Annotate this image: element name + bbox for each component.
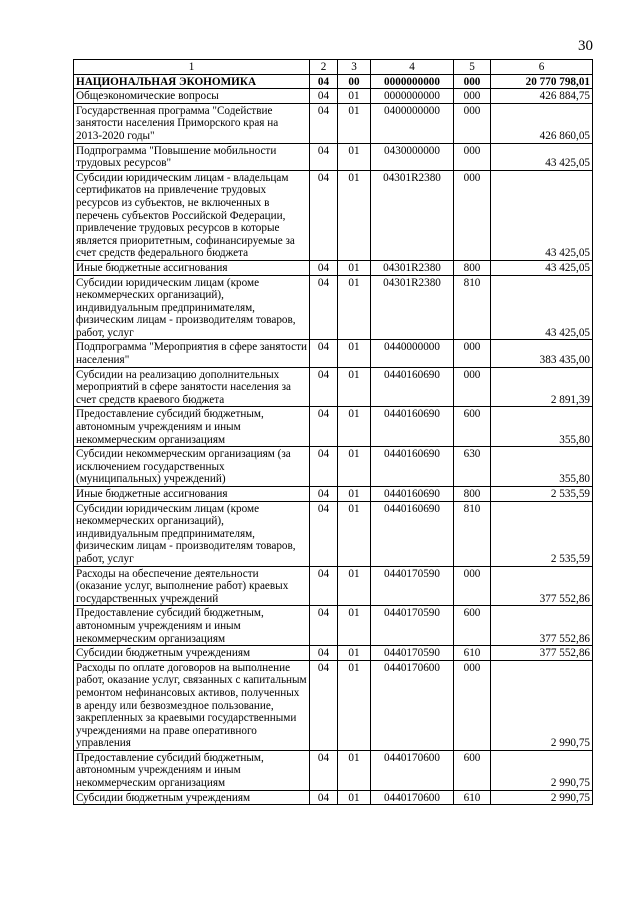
row-expense-type-cell: 000 [454, 660, 491, 750]
row-expense-type-cell: 600 [454, 606, 491, 646]
row-expense-type-cell: 000 [454, 170, 491, 260]
row-target-code-cell: 0440170600 [371, 790, 454, 805]
row-section-cell: 04 [310, 275, 338, 340]
row-name-cell: Расходы по оплате договоров на выполнение работ, оказание услуг, связанных с капитальным ремонтом нефинансовых активов, полученных в аренду или безвозмездное пользование, закрепленных за краевыми государственными учреждениями на праве оперативного управления [74, 660, 310, 750]
row-amount-cell: 2 891,39 [491, 367, 593, 407]
row-name-cell: Субсидии на реализацию дополнительных мероприятий в сфере занятости населения за счет средств краевого бюджета [74, 367, 310, 407]
header-cell-3: 3 [338, 60, 371, 75]
table-row [74, 103, 593, 143]
row-section-cell: 04 [310, 447, 338, 487]
row-target-code-cell: 0440170600 [371, 660, 454, 750]
header-cell-6: 6 [491, 60, 593, 75]
row-section-cell: 04 [310, 170, 338, 260]
row-amount-cell: 355,80 [491, 447, 593, 487]
row-target-code-cell: 0440160690 [371, 487, 454, 502]
row-amount-cell: 377 552,86 [491, 646, 593, 661]
row-amount-cell: 2 535,59 [491, 487, 593, 502]
row-amount-cell: 355,80 [491, 407, 593, 447]
row-amount-cell: 43 425,05 [491, 170, 593, 260]
table-row [74, 790, 593, 805]
row-subsection-cell: 01 [338, 646, 371, 661]
row-section-cell: 04 [310, 260, 338, 275]
row-target-code-cell: 0430000000 [371, 143, 454, 170]
table-row [74, 143, 593, 170]
row-subsection-cell: 01 [338, 367, 371, 407]
row-expense-type-cell: 630 [454, 447, 491, 487]
row-target-code-cell: 0440170590 [371, 606, 454, 646]
table-row [74, 367, 593, 407]
table-row [74, 750, 593, 790]
row-target-code-cell: 04301R2380 [371, 260, 454, 275]
row-subsection-cell: 01 [338, 566, 371, 606]
table-row [74, 260, 593, 275]
table-row [74, 566, 593, 606]
row-name-cell: Субсидии юридическим лицам (кроме некоммерческих организаций), индивидуальным предпринимателям, физическим лицам - производителям товаров, работ, услуг [74, 275, 310, 340]
page-number: 30 [578, 38, 593, 54]
row-target-code-cell: 0000000000 [371, 74, 454, 89]
row-amount-cell: 2 535,59 [491, 501, 593, 566]
row-section-cell: 04 [310, 74, 338, 89]
row-expense-type-cell: 000 [454, 89, 491, 104]
row-target-code-cell: 0400000000 [371, 103, 454, 143]
row-name-cell: Иные бюджетные ассигнования [74, 487, 310, 502]
row-expense-type-cell: 610 [454, 790, 491, 805]
row-name-cell: Общеэкономические вопросы [74, 89, 310, 104]
budget-table [73, 59, 593, 805]
row-expense-type-cell: 000 [454, 367, 491, 407]
row-expense-type-cell: 800 [454, 260, 491, 275]
row-section-cell: 04 [310, 367, 338, 407]
row-expense-type-cell: 000 [454, 566, 491, 606]
table-row [74, 275, 593, 340]
row-section-cell: 04 [310, 501, 338, 566]
row-target-code-cell: 0440170600 [371, 750, 454, 790]
row-target-code-cell: 0000000000 [371, 89, 454, 104]
row-subsection-cell: 01 [338, 501, 371, 566]
row-expense-type-cell: 600 [454, 407, 491, 447]
row-subsection-cell: 01 [338, 89, 371, 104]
row-expense-type-cell: 000 [454, 103, 491, 143]
header-cell-5: 5 [454, 60, 491, 75]
row-amount-cell: 383 435,00 [491, 340, 593, 367]
row-expense-type-cell: 610 [454, 646, 491, 661]
row-target-code-cell: 0440000000 [371, 340, 454, 367]
row-expense-type-cell: 000 [454, 340, 491, 367]
row-amount-cell: 426 884,75 [491, 89, 593, 104]
row-name-cell: Субсидии юридическим лицам - владельцам сертификатов на привлечение трудовых ресурсов из субъектов, не включенных в перечень субъектов Российской Федерации, привлечение трудовых ресурсов в которые является приоритетным, софинансируемые за счет средств федерального бюджета [74, 170, 310, 260]
row-target-code-cell: 0440160690 [371, 367, 454, 407]
table-row [74, 170, 593, 260]
row-target-code-cell: 0440160690 [371, 407, 454, 447]
row-amount-cell: 2 990,75 [491, 750, 593, 790]
row-expense-type-cell: 600 [454, 750, 491, 790]
row-name-cell: Государственная программа "Содействие занятости населения Приморского края на 2013-2020 годы" [74, 103, 310, 143]
row-subsection-cell: 01 [338, 660, 371, 750]
table-row [74, 606, 593, 646]
row-subsection-cell: 01 [338, 170, 371, 260]
table-row [74, 660, 593, 750]
row-subsection-cell: 01 [338, 447, 371, 487]
row-amount-cell: 43 425,05 [491, 275, 593, 340]
row-section-cell: 04 [310, 660, 338, 750]
row-section-cell: 04 [310, 487, 338, 502]
table-row [74, 340, 593, 367]
row-subsection-cell: 01 [338, 790, 371, 805]
row-name-cell: Иные бюджетные ассигнования [74, 260, 310, 275]
row-amount-cell: 43 425,05 [491, 143, 593, 170]
row-name-cell: Предоставление субсидий бюджетным, автономным учреждениям и иным некоммерческим организациям [74, 750, 310, 790]
row-subsection-cell: 01 [338, 487, 371, 502]
row-section-cell: 04 [310, 566, 338, 606]
row-amount-cell: 377 552,86 [491, 566, 593, 606]
row-name-cell: Расходы на обеспечение деятельности (оказание услуг, выполнение работ) краевых государственных учреждений [74, 566, 310, 606]
row-expense-type-cell: 810 [454, 501, 491, 566]
table-row [74, 501, 593, 566]
header-cell-4: 4 [371, 60, 454, 75]
row-subsection-cell: 01 [338, 260, 371, 275]
row-target-code-cell: 04301R2380 [371, 275, 454, 340]
row-subsection-cell: 01 [338, 340, 371, 367]
row-target-code-cell: 0440170590 [371, 566, 454, 606]
row-expense-type-cell: 800 [454, 487, 491, 502]
row-section-cell: 04 [310, 407, 338, 447]
table-row [74, 487, 593, 502]
table-row [74, 89, 593, 104]
row-section-cell: 04 [310, 646, 338, 661]
row-name-cell: Подпрограмма "Повышение мобильности трудовых ресурсов" [74, 143, 310, 170]
row-name-cell: Субсидии юридическим лицам (кроме некоммерческих организаций), индивидуальным предпринимателям, физическим лицам - производителям товаров, работ, услуг [74, 501, 310, 566]
row-subsection-cell: 01 [338, 750, 371, 790]
row-name-cell: Предоставление субсидий бюджетным, автономным учреждениям и иным некоммерческим организациям [74, 606, 310, 646]
row-section-cell: 04 [310, 606, 338, 646]
row-amount-cell: 377 552,86 [491, 606, 593, 646]
row-amount-cell: 2 990,75 [491, 790, 593, 805]
row-subsection-cell: 01 [338, 606, 371, 646]
row-subsection-cell: 00 [338, 74, 371, 89]
row-subsection-cell: 01 [338, 143, 371, 170]
table-row [74, 447, 593, 487]
table-row [74, 407, 593, 447]
table-header-row [74, 60, 593, 75]
row-section-cell: 04 [310, 340, 338, 367]
row-expense-type-cell: 000 [454, 143, 491, 170]
row-name-cell: Предоставление субсидий бюджетным, автономным учреждениям и иным некоммерческим организациям [74, 407, 310, 447]
row-amount-cell: 43 425,05 [491, 260, 593, 275]
row-name-cell: Подпрограмма "Мероприятия в сфере занятости населения" [74, 340, 310, 367]
row-section-cell: 04 [310, 103, 338, 143]
row-name-cell: Субсидии бюджетным учреждениям [74, 790, 310, 805]
row-target-code-cell: 0440160690 [371, 501, 454, 566]
header-cell-2: 2 [310, 60, 338, 75]
row-subsection-cell: 01 [338, 407, 371, 447]
row-amount-cell: 2 990,75 [491, 660, 593, 750]
row-target-code-cell: 04301R2380 [371, 170, 454, 260]
row-subsection-cell: 01 [338, 275, 371, 340]
row-section-cell: 04 [310, 89, 338, 104]
row-name-cell: Субсидии бюджетным учреждениям [74, 646, 310, 661]
row-section-cell: 04 [310, 790, 338, 805]
row-name-cell: Субсидии некоммерческим организациям (за исключением государственных (муниципальных) учреждений) [74, 447, 310, 487]
row-expense-type-cell: 810 [454, 275, 491, 340]
table-row [74, 646, 593, 661]
header-cell-1: 1 [74, 60, 310, 75]
row-name-cell: НАЦИОНАЛЬНАЯ ЭКОНОМИКА [74, 74, 310, 89]
row-target-code-cell: 0440170590 [371, 646, 454, 661]
row-expense-type-cell: 000 [454, 74, 491, 89]
row-section-cell: 04 [310, 143, 338, 170]
row-section-cell: 04 [310, 750, 338, 790]
table-row [74, 74, 593, 89]
row-subsection-cell: 01 [338, 103, 371, 143]
row-amount-cell: 20 770 798,01 [491, 74, 593, 89]
row-amount-cell: 426 860,05 [491, 103, 593, 143]
row-target-code-cell: 0440160690 [371, 447, 454, 487]
